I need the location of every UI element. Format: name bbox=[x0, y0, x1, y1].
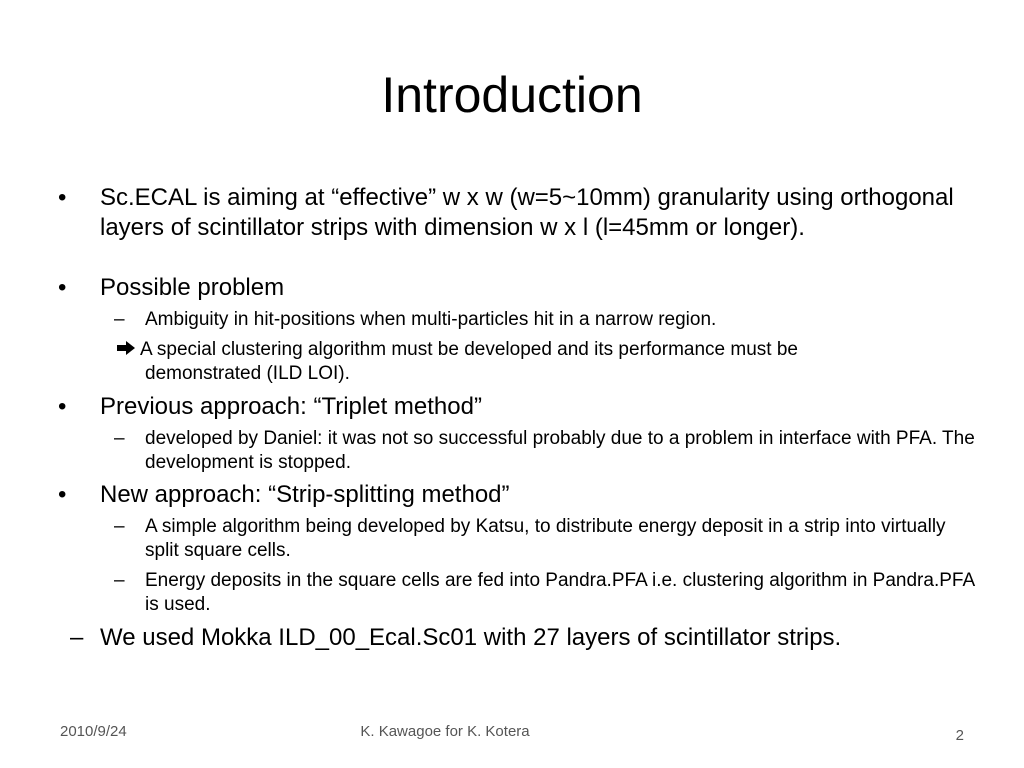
subbullet-ambiguity: Ambiguity in hit-positions when multi-particles hit in a narrow region. bbox=[145, 309, 717, 330]
bullet-text-aim: Sc.ECAL is aiming at “effective” w x w (w=5~10mm) granularity using orthogonal layers of scintillator strips with dimension w x l (l=45mm or longer). bbox=[100, 184, 954, 241]
subbullet-pandora: Energy deposits in the square cells are fed into Pandra.PFA i.e. clustering algorithm in Pandra.PFA is used. bbox=[145, 570, 975, 615]
dash-marker: – bbox=[114, 428, 125, 449]
subbullet-katsu: A simple algorithm being developed by Katsu, to distribute energy deposit in a strip into virtually split square cells. bbox=[145, 516, 946, 561]
bullet-text-problem: Possible problem bbox=[100, 274, 285, 301]
bullet-marker: • bbox=[58, 481, 67, 508]
arrow-note-continued: demonstrated (ILD LOI). bbox=[145, 363, 350, 384]
footer-author: K. Kawagoe for K. Kotera bbox=[360, 723, 530, 740]
final-note-mokka: We used Mokka ILD_00_Ecal.Sc01 with 27 layers of scintillator strips. bbox=[100, 624, 842, 651]
bullet-marker: • bbox=[58, 274, 67, 301]
bullet-text-new: New approach: “Strip-splitting method” bbox=[100, 481, 510, 508]
dash-marker: – bbox=[114, 309, 125, 330]
page-number: 2 bbox=[955, 727, 964, 744]
subbullet-daniel: developed by Daniel: it was not so successful probably due to a problem in interface with PFA. The development is stopped. bbox=[145, 428, 975, 473]
footer-date: 2010/9/24 bbox=[60, 723, 127, 740]
arrow-note-text: A special clustering algorithm must be developed and its performance must be bbox=[140, 339, 798, 360]
right-arrow-icon bbox=[116, 339, 136, 363]
arrow-note bbox=[116, 338, 976, 363]
dash-marker: – bbox=[70, 624, 84, 651]
slide-title: Introduction bbox=[381, 67, 643, 123]
bullet-marker: • bbox=[58, 393, 67, 420]
dash-marker: – bbox=[114, 516, 125, 537]
bullet-marker: • bbox=[58, 184, 67, 211]
dash-marker: – bbox=[114, 570, 125, 591]
bullet-text-previous: Previous approach: “Triplet method” bbox=[100, 393, 482, 420]
